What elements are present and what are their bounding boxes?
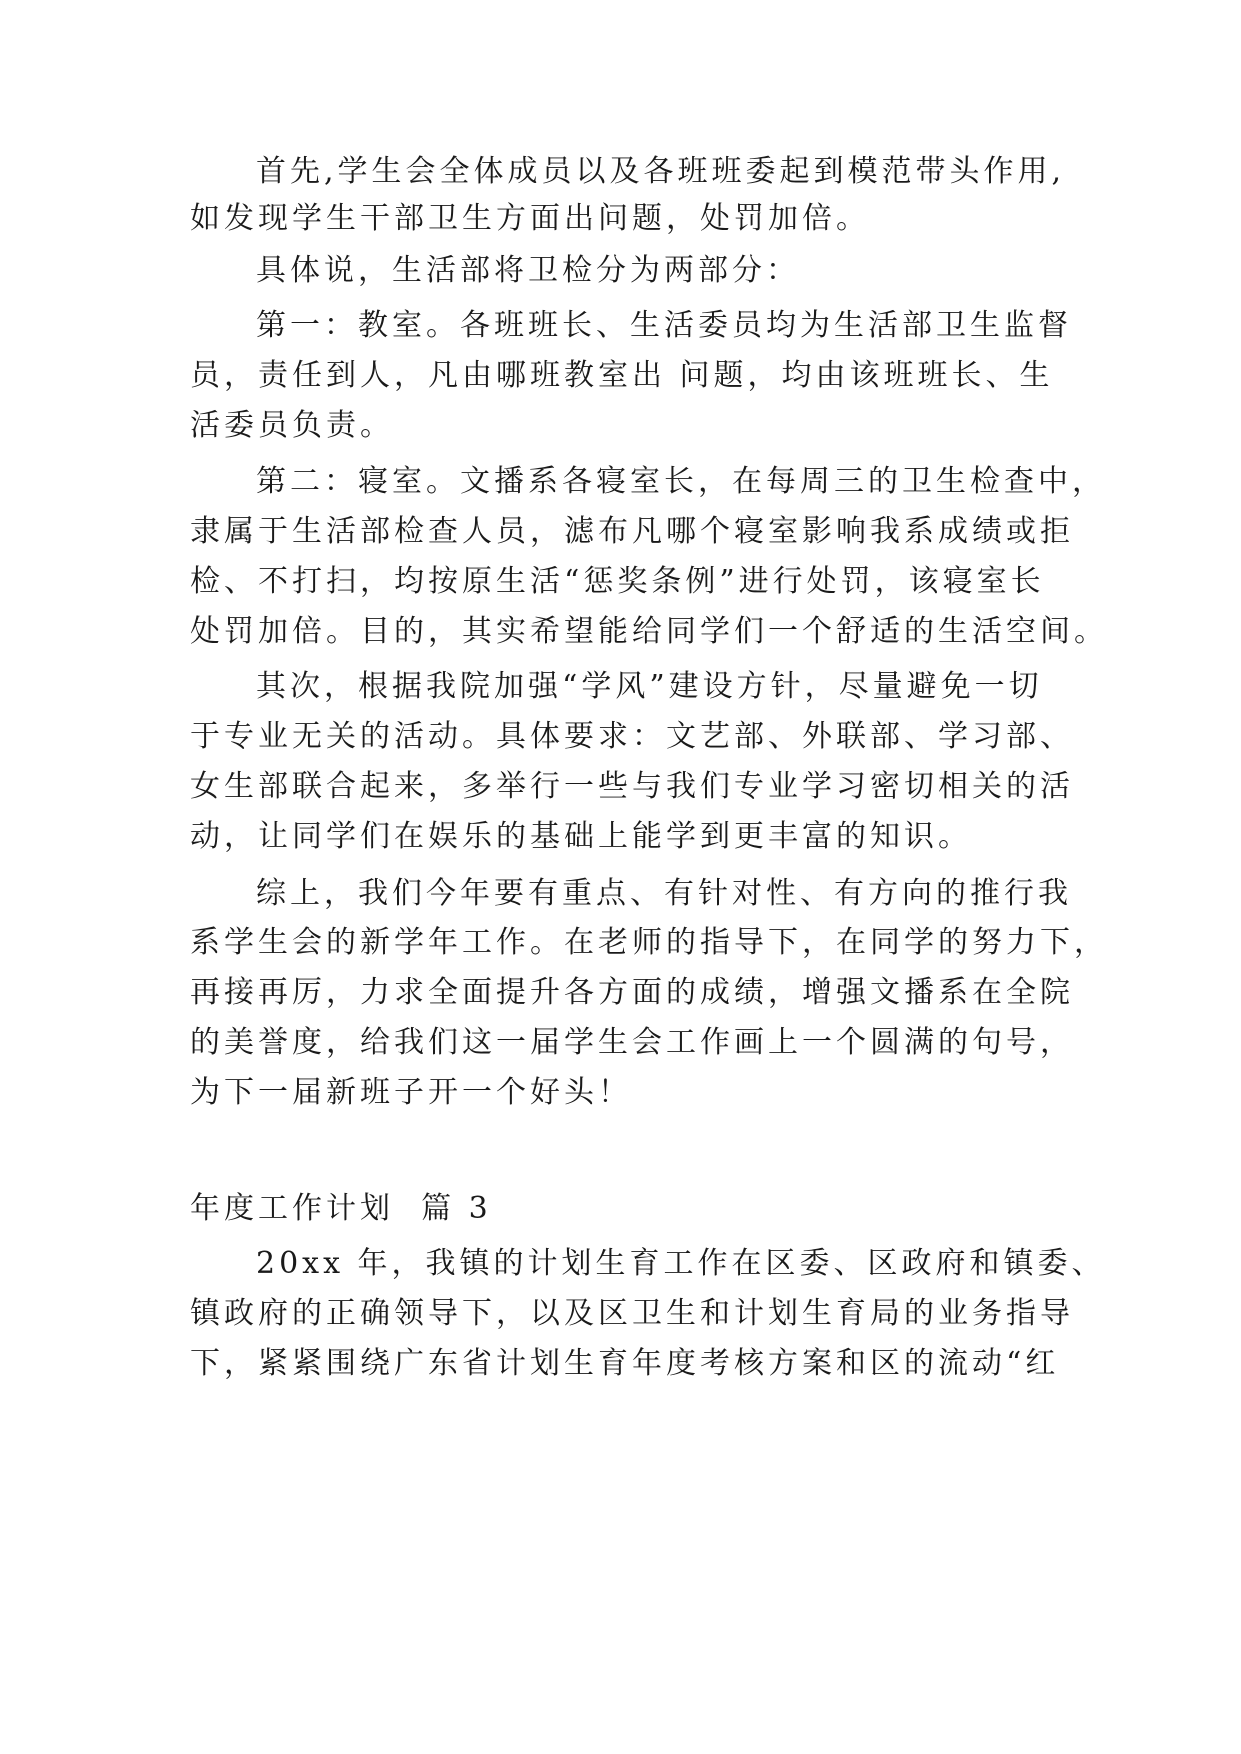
paragraph-line: 第二：寝室。文播系各寝室长，在每周三的卫生检查中， bbox=[256, 464, 1106, 499]
paragraph-line: 综上，我们今年要有重点、有针对性、有方向的推行我 bbox=[256, 876, 1072, 911]
paragraph-line: 动，让同学们在娱乐的基础上能学到更丰富的知识。 bbox=[190, 819, 972, 854]
paragraph-line: 第一：教室。各班班长、生活委员均为生活部卫生监督 bbox=[256, 308, 1072, 343]
paragraph-line: 检、不打扫，均按原生活“惩奖条例”进行处罚，该寝室长 bbox=[190, 564, 1045, 599]
paragraph-line: 隶属于生活部检查人员，滤布凡哪个寝室影响我系成绩或拒 bbox=[190, 514, 1074, 549]
paragraph-line: 其次，根据我院加强“学风”建设方针，尽量避免一切 bbox=[256, 669, 1043, 704]
paragraph-line: 员，责任到人，凡由哪班教室出 问题，均由该班班长、生 bbox=[190, 358, 1054, 393]
paragraph-line: 下，紧紧围绕广东省计划生育年度考核方案和区的流动“红 bbox=[190, 1346, 1060, 1381]
paragraph-line: 首先,学生会全体成员以及各班班委起到模范带头作用, bbox=[256, 154, 1066, 189]
paragraph-line: 如发现学生干部卫生方面出问题，处罚加倍。 bbox=[190, 201, 870, 236]
paragraph-line: 20xx 年，我镇的计划生育工作在区委、区政府和镇委、 bbox=[256, 1246, 1106, 1281]
paragraph-line: 活委员负责。 bbox=[190, 408, 394, 443]
section-heading: 年度工作计划 篇 3 bbox=[190, 1191, 492, 1226]
paragraph-line: 的美誉度，给我们这一届学生会工作画上一个圆满的句号， bbox=[190, 1025, 1074, 1060]
paragraph-line: 系学生会的新学年工作。在老师的指导下，在同学的努力下， bbox=[190, 925, 1108, 960]
paragraph-line: 具体说，生活部将卫检分为两部分： bbox=[256, 253, 800, 288]
paragraph-line: 处罚加倍。目的，其实希望能给同学们一个舒适的生活空间。 bbox=[190, 614, 1108, 649]
paragraph-line: 女生部联合起来，多举行一些与我们专业学习密切相关的活 bbox=[190, 769, 1074, 804]
paragraph-line: 于专业无关的活动。具体要求：文艺部、外联部、学习部、 bbox=[190, 719, 1074, 754]
paragraph-line: 镇政府的正确领导下，以及区卫生和计划生育局的业务指导 bbox=[190, 1296, 1074, 1331]
paragraph-line: 再接再厉，力求全面提升各方面的成绩，增强文播系在全院 bbox=[190, 975, 1074, 1010]
paragraph-line: 为下一届新班子开一个好头！ bbox=[190, 1075, 632, 1110]
